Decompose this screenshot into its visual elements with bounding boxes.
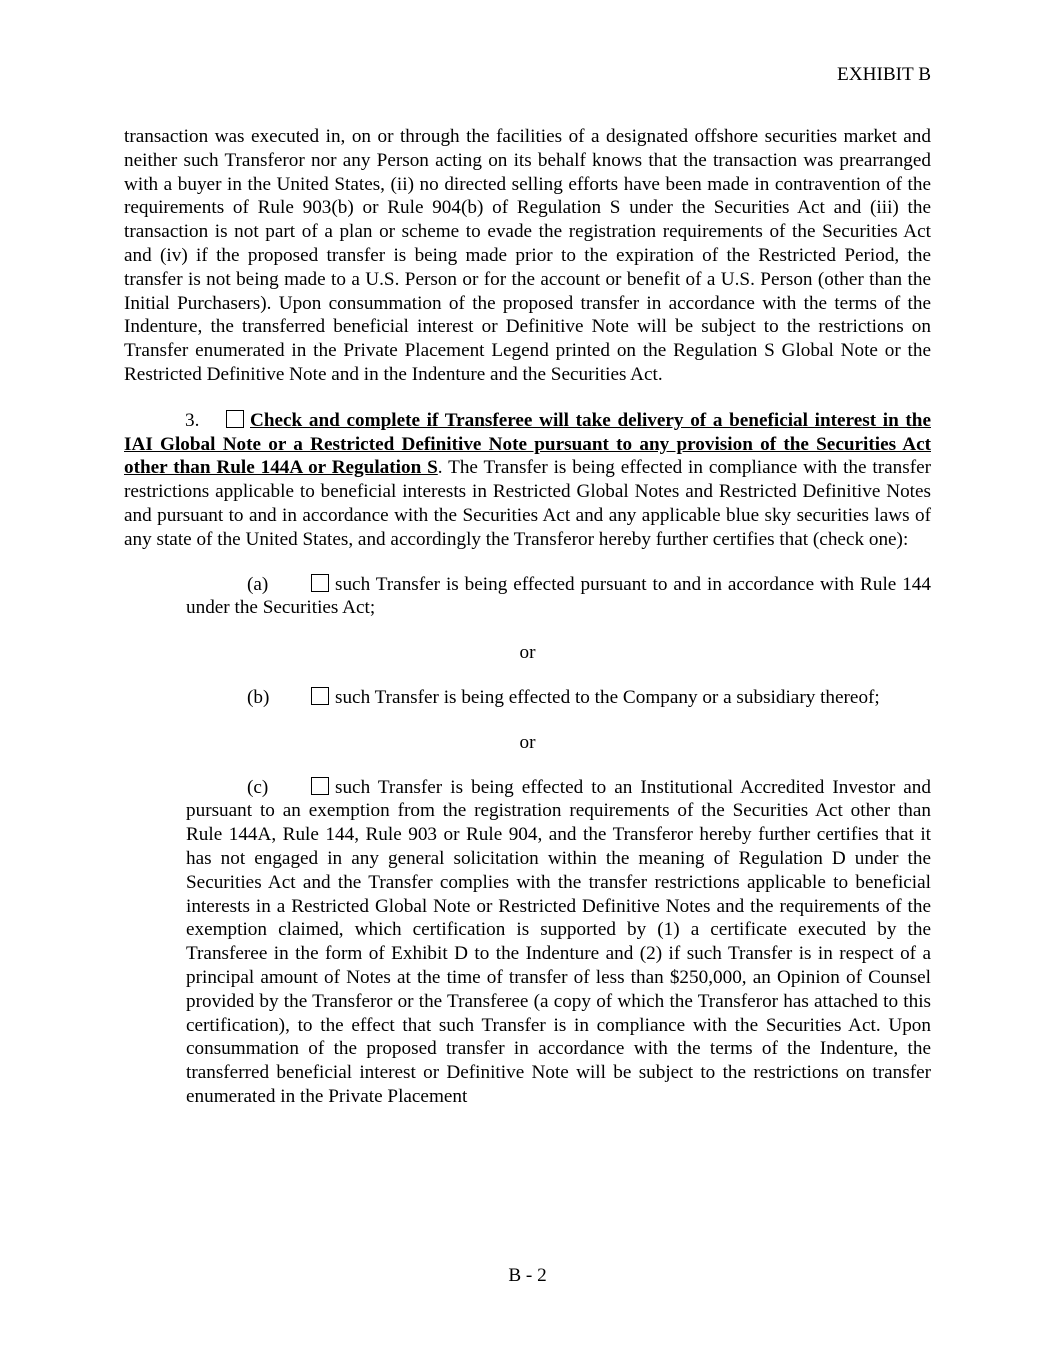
option-a-checkbox[interactable] bbox=[311, 574, 329, 592]
option-c-checkbox[interactable] bbox=[311, 777, 329, 795]
option-b-text: such Transfer is being effected to the Company or a subsidiary thereof; bbox=[335, 686, 880, 708]
section-3-number: 3. bbox=[185, 409, 200, 431]
option-a-label: (a) bbox=[247, 573, 269, 595]
or-separator-1: or bbox=[519, 642, 536, 664]
section-3-heading: Check and complete if Transferee will take delivery of a beneficial interest in the IAI Global Note or a Restricted Definitive Note pursuant to any provision of the Securities Act other than Rule 144A or Regulation S bbox=[124, 409, 931, 479]
option-b-checkbox[interactable] bbox=[311, 687, 329, 705]
section-3-checkbox[interactable] bbox=[226, 410, 244, 428]
page-number: B - 2 bbox=[508, 1265, 547, 1286]
option-c-label: (c) bbox=[247, 776, 269, 798]
or-separator-2: or bbox=[519, 731, 536, 753]
section-3-paragraph bbox=[124, 409, 931, 552]
option-a-text: such Transfer is being effected pursuant to and in accordance with Rule 144 under the Securities Act; bbox=[186, 573, 931, 619]
document-body bbox=[124, 125, 931, 1109]
paragraph-continuation: transaction was executed in, on or through the facilities of a designated offshore securities market and neither such Transferor nor any Person acting on its behalf knows that the transaction was prearranged with a buyer in the United States, (ii) no directed selling efforts have been made in contravention of the requirements of Rule 903(b) or Rule 904(b) of Regulation S under the Securities Act and (iii) the transaction is not part of a plan or scheme to evade the registration requirements of the Securities Act and (iv) if the proposed transfer is being made prior to the expiration of the Restricted Period, the transfer is not being made to a U.S. Person or for the account or benefit of a U.S. Person (other than the Initial Purchasers). Upon consummation of the proposed transfer in accordance with the terms of the Indenture, the transferred beneficial interest or Definitive Note will be subject to the restrictions on Transfer enumerated in the Private Placement Legend printed on the Regulation S Global Note or the Restricted Definitive Note and in the Indenture and the Securities Act. bbox=[124, 126, 931, 385]
option-a bbox=[186, 573, 931, 621]
option-b bbox=[186, 686, 931, 710]
section-3-body: . The Transfer is being effected in compliance with the transfer restrictions applicable to beneficial interests in Restricted Global Notes and Restricted Definitive Notes and pursuant to and in accordance with the Securities Act and any applicable blue sky securities laws of any state of the United States, and accordingly the Transferor hereby further certifies that (check one): bbox=[124, 457, 931, 550]
option-c bbox=[186, 776, 931, 1109]
option-c-text: such Transfer is being effected to an Institutional Accredited Investor and pursuant to an exemption from the registration requirements of the Securities Act other than Rule 144A, Rule 144, Rule 903 or Rule 904, and the Transferor hereby further certifies that it has not engaged in any general solicitation within the meaning of Regulation D under the Securities Act and the Transfer complies with the transfer restrictions applicable to beneficial interests in a Restricted Global Note or Restricted Definitive Notes and the requirements of the exemption claimed, which certification is supported by (1) a certificate executed by the Transferee in the form of Exhibit D to the Indenture and (2) if such Transfer is in respect of a principal amount of Notes at the time of transfer of less than $250,000, an Opinion of Counsel provided by the Transferor or the Transferee (a copy of which the Transferor has attached to this certification), to the effect that such Transfer is in compliance with the Securities Act. Upon consummation of the proposed transfer in accordance with the terms of the Indenture, the transferred beneficial interest or Definitive Note will be subject to the restrictions on transfer enumerated in the Private Placement bbox=[186, 776, 931, 1107]
exhibit-header: EXHIBIT B bbox=[837, 64, 931, 85]
option-b-label: (b) bbox=[247, 686, 270, 708]
